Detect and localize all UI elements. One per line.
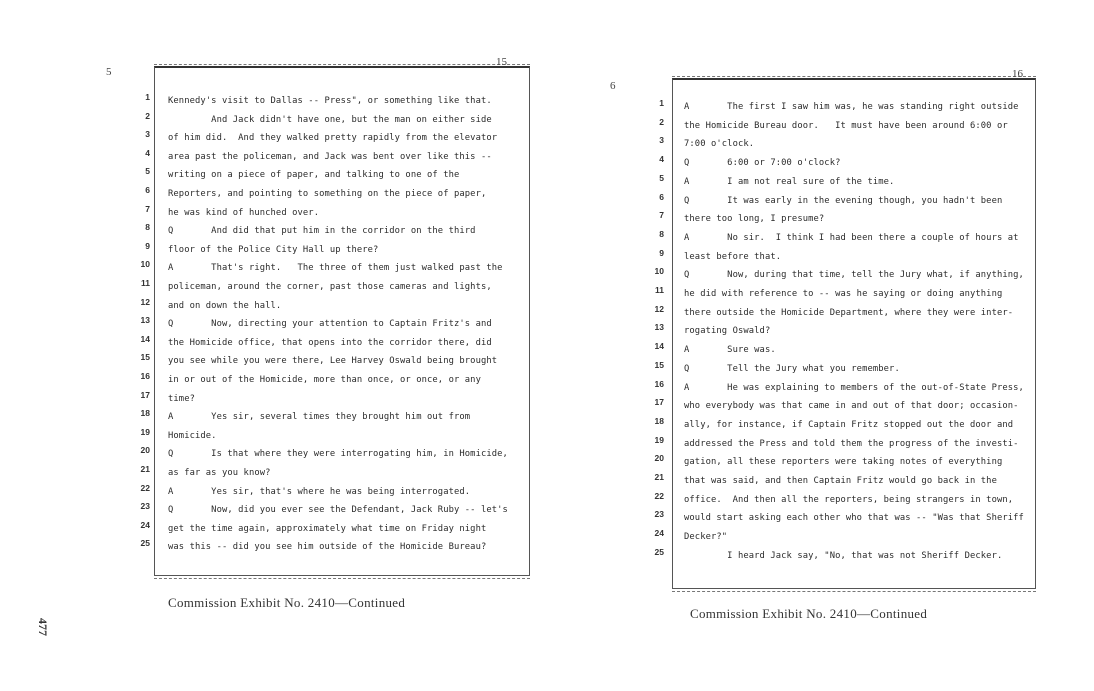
side-page-number: 477 bbox=[36, 618, 50, 636]
line-number: 6 bbox=[659, 191, 664, 202]
line-number: 2 bbox=[145, 110, 150, 121]
line-number: 23 bbox=[654, 509, 664, 520]
transcript-line: writing on a piece of paper, and talking to one of the bbox=[168, 170, 460, 181]
line-number: 14 bbox=[654, 341, 664, 352]
transcript-line: A Sure was. bbox=[684, 345, 776, 356]
transcript-line: least before that. bbox=[684, 251, 782, 262]
transcript-line: Q And did that put him in the corridor on the third bbox=[168, 226, 476, 237]
line-number: 5 bbox=[145, 166, 150, 177]
transcript-line: Kennedy's visit to Dallas -- Press", or something like that. bbox=[168, 96, 492, 106]
line-number: 1 bbox=[659, 98, 664, 108]
line-number: 20 bbox=[140, 445, 150, 456]
transcript-line: as far as you know? bbox=[168, 468, 271, 478]
line-number: 22 bbox=[140, 482, 150, 493]
left-caption: Commission Exhibit No. 2410—Continued bbox=[168, 595, 406, 610]
transcript-line: And Jack didn't have one, but the man on either side bbox=[168, 114, 492, 125]
line-number: 24 bbox=[654, 528, 664, 539]
transcript-line: Homicide. bbox=[168, 430, 217, 441]
transcript-line: A Yes sir, that's where he was being interrogated. bbox=[168, 486, 471, 497]
transcript-line: Q Is that where they were interrogating him, in Homicide, bbox=[168, 449, 508, 460]
line-number: 20 bbox=[654, 453, 664, 464]
transcript-line: gation, all these reporters were taking notes of everything bbox=[684, 457, 1003, 468]
transcript-line: the Homicide Bureau door. It must have been around 6:00 or bbox=[684, 120, 1008, 131]
line-number: 12 bbox=[140, 296, 150, 307]
transcript-line: who everybody was that came in and out of that door; occasion- bbox=[684, 401, 1019, 412]
line-number: 5 bbox=[659, 172, 664, 183]
transcript-line: 7:00 o'clock. bbox=[684, 139, 755, 150]
transcript-line: Reporters, and pointing to something on the piece of paper, bbox=[168, 189, 487, 199]
line-number: 8 bbox=[145, 222, 150, 233]
line-number: 16 bbox=[140, 371, 150, 381]
line-number: 3 bbox=[659, 135, 664, 146]
line-number: 11 bbox=[141, 278, 150, 288]
right-caption: Commission Exhibit No. 2410—Continued bbox=[690, 606, 928, 621]
line-number: 16 bbox=[654, 378, 664, 389]
line-number: 10 bbox=[654, 266, 664, 277]
line-number: 7 bbox=[659, 210, 664, 221]
right-page-number: 16 bbox=[1012, 68, 1023, 80]
line-number: 3 bbox=[145, 129, 150, 140]
transcript-line: would start asking each other who that was -- "Was that Sheriff bbox=[684, 513, 1024, 524]
line-number: 19 bbox=[654, 434, 664, 445]
line-number: 18 bbox=[654, 415, 664, 426]
line-number: 19 bbox=[140, 426, 150, 437]
line-number: 4 bbox=[659, 154, 664, 165]
transcript-line: time? bbox=[168, 393, 195, 404]
line-number: 17 bbox=[654, 397, 664, 408]
transcript-line: office. And then all the reporters, being strangers in town, bbox=[684, 494, 1014, 505]
transcript-line: Decker?" bbox=[684, 532, 728, 543]
transcript-line: area past the policeman, and Jack was bent over like this -- bbox=[168, 151, 492, 162]
transcript-line: A He was explaining to members of the out-of-State Press, bbox=[684, 382, 1024, 393]
line-number: 22 bbox=[654, 490, 664, 501]
line-number: 21 bbox=[140, 464, 150, 474]
transcript-line: and on down the hall. bbox=[168, 300, 282, 311]
left-outer-number: 5 bbox=[106, 66, 112, 78]
transcript-line: Q 6:00 or 7:00 o'clock? bbox=[684, 158, 841, 169]
transcript-line: A That's right. The three of them just walked past the bbox=[168, 263, 503, 274]
transcript-line: policeman, around the corner, past those cameras and lights, bbox=[168, 282, 492, 292]
transcript-line: the Homicide office, that opens into the corridor there, did bbox=[168, 337, 492, 348]
transcript-line: you see while you were there, Lee Harvey Oswald being brought bbox=[168, 356, 498, 367]
transcript-line: ally, for instance, if Captain Fritz stopped out the door and bbox=[684, 419, 1014, 430]
transcript-line: Q Tell the Jury what you remember. bbox=[684, 363, 900, 374]
transcript-line: Q Now, directing your attention to Captain Fritz's and bbox=[168, 319, 492, 330]
transcript-line: get the time again, approximately what time on Friday night bbox=[168, 523, 487, 534]
line-number: 10 bbox=[140, 259, 150, 270]
transcript-line: there too long, I presume? bbox=[684, 214, 825, 225]
line-number: 1 bbox=[145, 92, 150, 102]
line-number: 2 bbox=[659, 116, 664, 127]
line-number: 15 bbox=[140, 352, 150, 363]
transcript-line: A Yes sir, several times they brought him out from bbox=[168, 412, 471, 423]
left-page-number: 15 bbox=[496, 56, 507, 68]
transcript-line: Q Now, did you ever see the Defendant, Jack Ruby -- let's bbox=[168, 505, 508, 516]
line-number: 15 bbox=[654, 359, 664, 370]
line-number: 13 bbox=[140, 315, 150, 326]
line-number: 11 bbox=[655, 285, 664, 295]
transcript-line: A The first I saw him was, he was standing right outside bbox=[684, 102, 1019, 112]
transcript-line: of him did. And they walked pretty rapidly from the elevator bbox=[168, 133, 498, 144]
line-number: 25 bbox=[654, 546, 664, 557]
line-number: 25 bbox=[140, 538, 150, 549]
transcript-line: he did with reference to -- was he saying or doing anything bbox=[684, 289, 1003, 299]
transcript-line: Q Now, during that time, tell the Jury what, if anything, bbox=[684, 270, 1024, 281]
right-outer-number: 6 bbox=[610, 80, 616, 92]
line-number: 17 bbox=[140, 389, 150, 400]
line-number: 8 bbox=[659, 228, 664, 239]
line-number: 14 bbox=[140, 333, 150, 344]
line-number: 6 bbox=[145, 185, 150, 195]
line-number: 9 bbox=[145, 240, 150, 251]
transcript-line: rogating Oswald? bbox=[684, 326, 771, 337]
line-number: 24 bbox=[140, 519, 150, 530]
transcript-line: there outside the Homicide Department, where they were inter- bbox=[684, 307, 1014, 318]
line-number: 4 bbox=[145, 147, 150, 158]
transcript-line: Q It was early in the evening though, you hadn't been bbox=[684, 195, 1003, 206]
transcript-line: A No sir. I think I had been there a couple of hours at bbox=[684, 232, 1019, 243]
transcript-line: that was said, and then Captain Fritz would go back in the bbox=[684, 476, 997, 486]
line-number: 12 bbox=[654, 303, 664, 314]
line-number: 23 bbox=[140, 501, 150, 512]
transcript-line: he was kind of hunched over. bbox=[168, 207, 320, 218]
transcript-line: A I am not real sure of the time. bbox=[684, 176, 895, 187]
transcript-line: floor of the Police City Hall up there? bbox=[168, 244, 379, 255]
transcript-line: addressed the Press and told them the progress of the investi- bbox=[684, 438, 1019, 449]
line-number: 7 bbox=[145, 203, 150, 214]
line-number: 13 bbox=[654, 322, 664, 333]
transcript-line: in or out of the Homicide, more than once, or once, or any bbox=[168, 375, 481, 385]
line-number: 9 bbox=[659, 247, 664, 258]
line-number: 18 bbox=[140, 408, 150, 419]
transcript-line: I heard Jack say, "No, that was not Sheriff Decker. bbox=[684, 550, 1003, 561]
line-number: 21 bbox=[654, 472, 664, 482]
transcript-line: was this -- did you see him outside of the Homicide Bureau? bbox=[168, 542, 487, 553]
